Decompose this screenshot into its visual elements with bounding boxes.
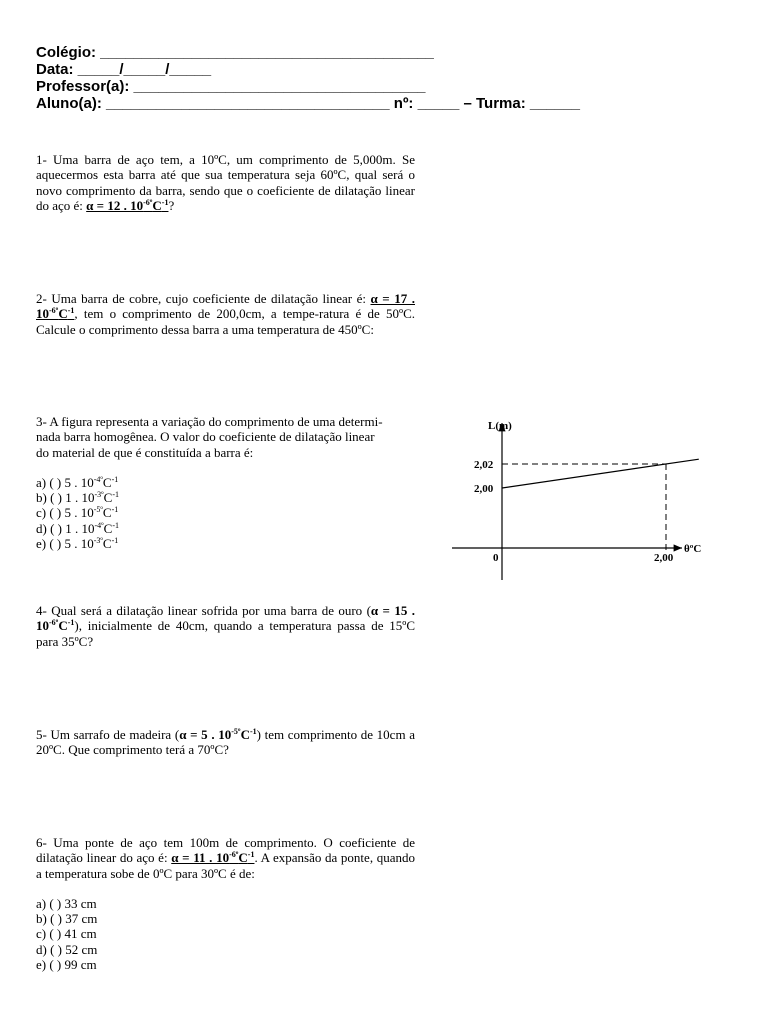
option-e[interactable]: e) ( ) 5 . $10^{-3º}C^{-1}$ xyxy=(36,536,119,552)
question-6-options xyxy=(36,896,415,972)
student-field: Aluno(a): __________________________________ nº: _____ – Turma: ______ xyxy=(36,95,580,112)
question-5-text: 5- Um sarrafo de madeira ( xyxy=(36,727,180,742)
option-e[interactable]: e) ( ) 99 cm xyxy=(36,957,97,973)
header xyxy=(36,44,596,112)
question-1-text: 1- Uma barra de aço tem, a 10ºC, um comprimento de 5,000m. Se aquecermos esta barra até que sua temperatura seja 60ºC, qual será o novo comprimento da barra, sendo que o coeficiente de dilatação linear do aço é: xyxy=(36,152,415,213)
origin-label: 0 xyxy=(493,552,499,564)
length-temperature-chart xyxy=(452,415,707,585)
question-2-coefficient: α = 17 . $10^{-6º}C^{-1}$ xyxy=(36,291,415,322)
x-axis-label: θºC xyxy=(684,543,702,555)
option-a[interactable]: a) ( ) 5 . $10^{-4º}C^{-1}$ xyxy=(36,474,119,490)
date-field: Data: _____/_____/_____ xyxy=(36,61,212,78)
school-field: Colégio: ________________________________________ xyxy=(36,44,434,61)
question-5: 5- Um sarrafo de madeira (α = 5 . $10^{-5º}C^{-1}$) tem comprimento de 10cm a 20ºC. Que comprimento terá a 70ºC? xyxy=(36,727,415,758)
question-3 xyxy=(36,414,415,551)
y-tick-label: 2,00 xyxy=(474,483,494,495)
option-b[interactable]: b) ( ) 1 . $10^{-3º}C^{-1}$ xyxy=(36,490,119,506)
question-4-coefficient: α = 15 . $10^{-6º}C^{-1}$ xyxy=(36,603,415,634)
question-6-coefficient: α = 11 . $10^{-6º}C^{-1}$ xyxy=(171,850,255,866)
question-3-options xyxy=(36,475,415,551)
question-3-line-3: do material de que é constituída a barra é: xyxy=(36,444,254,460)
option-c[interactable]: c) ( ) 41 cm xyxy=(36,926,97,942)
teacher-field: Professor(a): ___________________________________ xyxy=(36,78,426,95)
chart-svg xyxy=(452,415,707,585)
question-3-line-2: nada barra homogênea. O valor do coeficiente de dilatação linear xyxy=(36,429,375,445)
question-6: 6- Uma ponte de aço tem 100m de comprimento. O coeficiente de dilatação linear do aço é: α = 11 . $10^{-6º}C^{-1}$. A expansão da ponte, quando a temperatura sobe de 0ºC para 30ºC é de: a) ( ) 33 cm b) ( ) 37 cm c) ( ) 41 cm d) ( ) 52 cm e) ( ) 99 cm xyxy=(36,835,415,973)
question-3-line-1: 3- A figura representa a variação do comprimento de uma determi- xyxy=(36,414,383,429)
question-1-coefficient: α = 12 . $10^{-6º}C^{-1}$ xyxy=(86,197,169,213)
question-2-text: 2- Uma barra de cobre, cujo coeficiente de dilatação linear é: xyxy=(36,291,371,306)
question-4: 4- Qual será a dilatação linear sofrida por uma barra de ouro (α = 15 . $10^{-6º}C^{-1}$), inicialmente de 40cm, quando a temperatura passa de 15ºC para 35ºC? xyxy=(36,603,415,649)
question-1: 1- Uma barra de aço tem, a 10ºC, um comprimento de 5,000m. Se aquecermos esta barra até que sua temperatura seja 60ºC, qual será o novo comprimento da barra, sendo que o coeficiente de dilatação linear do aço é: α = 12 . $10^{-6º}C^{-1}$? xyxy=(36,152,415,213)
option-d[interactable]: d) ( ) 1 . $10^{-4º}C^{-1}$ xyxy=(36,520,119,536)
option-c[interactable]: c) ( ) 5 . $10^{-5º}C^{-1}$ xyxy=(36,505,119,521)
x-tick-label: 2,00 xyxy=(654,552,674,564)
option-d[interactable]: d) ( ) 52 cm xyxy=(36,941,98,957)
question-5-coefficient: α = 5 . $10^{-5º}C^{-1}$ xyxy=(179,727,257,742)
question-4-text: 4- Qual será a dilatação linear sofrida por uma barra de ouro ( xyxy=(36,603,371,618)
y-axis-label: L(m) xyxy=(488,420,512,432)
option-a[interactable]: a) ( ) 33 cm xyxy=(36,895,97,911)
option-b[interactable]: b) ( ) 37 cm xyxy=(36,911,98,927)
question-6-text: 6- Uma ponte de aço tem 100m de comprimento. O coeficiente de dilatação linear do aço é: xyxy=(36,835,415,866)
question-2: 2- Uma barra de cobre, cujo coeficiente de dilatação linear é: α = 17 . $10^{-6º}C^{-1}$, tem o comprimento de 200,0cm, a tempe-ratura é de 50ºC. Calcule o comprimento dessa barra a uma temperatura de 450ºC: xyxy=(36,291,415,337)
y-tick-label: 2,02 xyxy=(474,459,494,471)
series-line xyxy=(502,459,699,488)
